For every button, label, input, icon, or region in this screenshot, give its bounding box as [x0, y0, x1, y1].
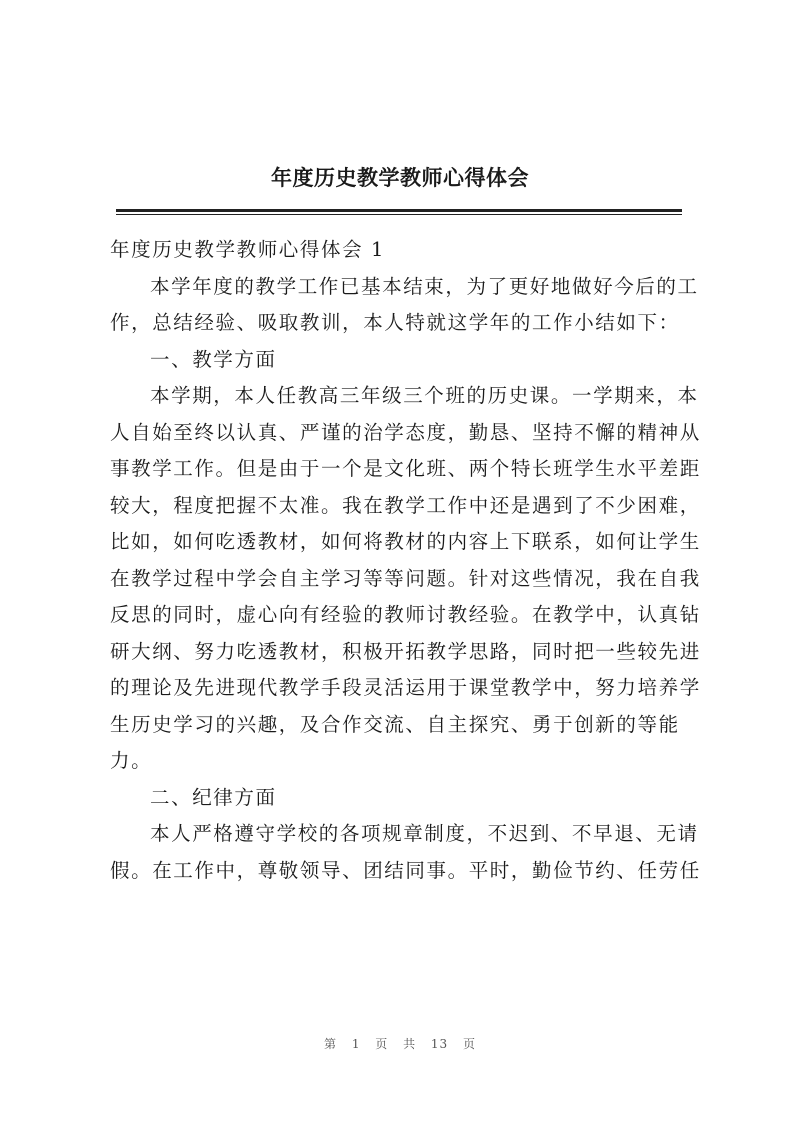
- text-line: 力。: [110, 749, 153, 772]
- page-footer: 第 1 页 共 13 页: [324, 1037, 476, 1051]
- document-body: [110, 232, 710, 889]
- text-line: 年度历史教学教师心得体会 1: [110, 238, 386, 261]
- section-heading: 二、纪律方面: [150, 785, 277, 809]
- text-line: 本学期，本人任教高三年级三个班的历史课。一学期来，本: [150, 384, 699, 407]
- text-line: 研大纲、努力吃透教材，积极开拓教学思路，同时把一些较先进: [110, 639, 701, 663]
- text-line: 较大，程度把握不太准。我在教学工作中还是遇到了不少困难，: [110, 493, 701, 517]
- text-line: 假。在工作中，尊敬领导、团结同事。平时，勤俭节约、任劳任: [110, 858, 701, 882]
- text-line: 比如，如何吃透教材，如何将教材的内容上下联系，如何让学生: [110, 530, 701, 553]
- page-title: 年度历史教学教师心得体会: [271, 165, 529, 190]
- text-line: 反思的同时，虚心向有经验的教师讨教经验。在教学中，认真钻: [110, 603, 701, 626]
- text-line: 在教学过程中学会自主学习等等问题。针对这些情况，我在自我: [110, 566, 701, 590]
- text-line: 生历史学习的兴趣，及合作交流、自主探究、勇于创新的等能: [110, 712, 680, 736]
- text-line: 的理论及先进现代教学手段灵活运用于课堂教学中，努力培养学: [110, 676, 701, 699]
- text-line: 作，总结经验、吸取教训，本人特就这学年的工作小结如下：: [110, 311, 680, 334]
- text-line: 本学年度的教学工作已基本结束，为了更好地做好今后的工: [150, 274, 699, 298]
- text-line: 事教学工作。但是由于一个是文化班、两个特长班学生水平差距: [110, 457, 701, 480]
- title-divider-thin: [116, 214, 682, 215]
- text-line: 本人严格遵守学校的各项规章制度，不迟到、不早退、无请: [150, 822, 699, 845]
- title-divider-thick: [116, 209, 682, 212]
- text-line: 人自始至终以认真、严谨的治学态度，勤恳、坚持不懈的精神从: [110, 420, 701, 444]
- section-heading: 一、教学方面: [150, 347, 277, 371]
